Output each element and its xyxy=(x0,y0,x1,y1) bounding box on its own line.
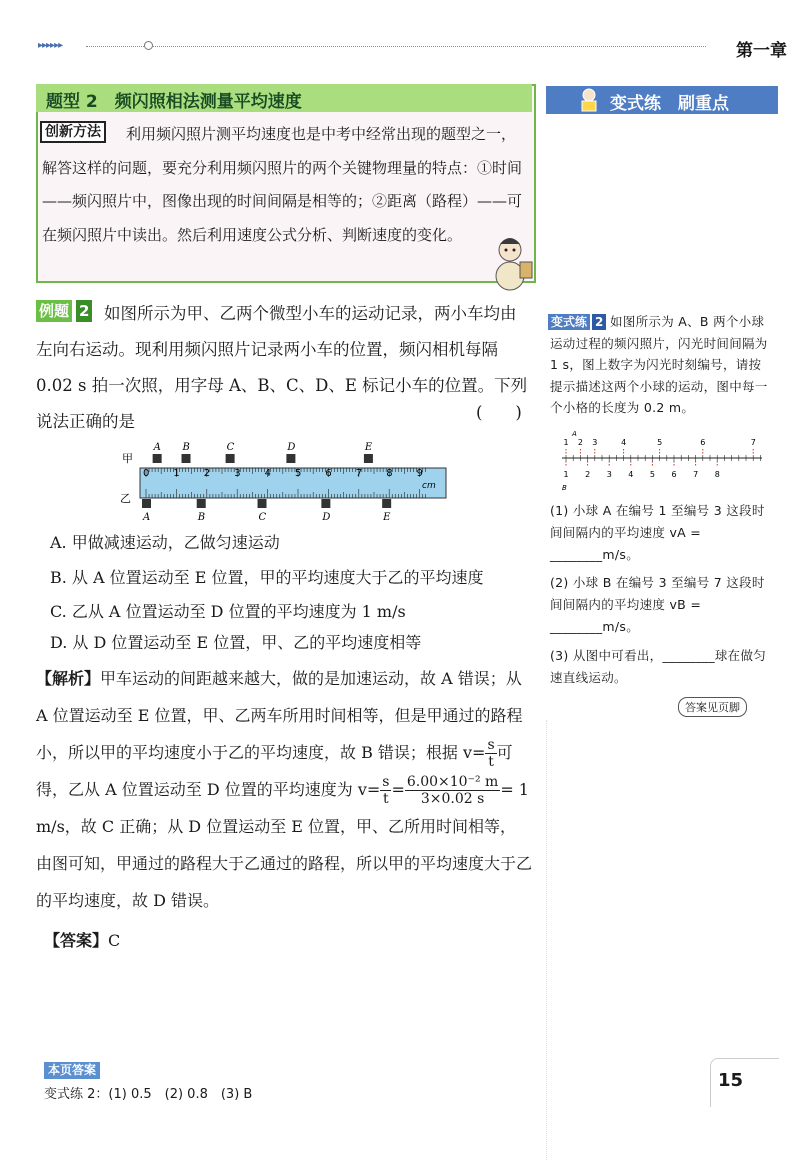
ball-b-number: 6 xyxy=(671,470,677,479)
ruler-tick-label: 3 xyxy=(234,468,241,479)
answer xyxy=(44,928,120,951)
ruler-tick-label: 8 xyxy=(386,468,393,479)
ruler-tick-label: 7 xyxy=(355,468,363,479)
car-a-marker xyxy=(364,454,373,463)
side-question-body: 如图所示为 A、B 两个小球运动过程的频闪照片，闪光时间间隔为 1 s，图上数字为闪光时刻编号，请按提示描述这两个小球的运动，图中每一个小格的长度为 0.2 m。 xyxy=(550,314,768,415)
ball-b-label: B xyxy=(562,484,567,492)
car-b-marker xyxy=(382,499,391,508)
side-q3: (3) 从图中可看出，________球在做匀速直线运动。 xyxy=(550,648,767,685)
footer-tag: 本页答案 xyxy=(44,1062,100,1079)
car-a-marker xyxy=(182,454,191,463)
car-a-letter: E xyxy=(364,442,373,453)
ruler-unit: cm xyxy=(422,481,436,491)
side-question-number: 2 xyxy=(592,314,606,330)
car-b-letter: E xyxy=(383,512,391,523)
practice-mascot-icon xyxy=(576,88,602,112)
ball-a-number: 6 xyxy=(700,438,706,447)
answer-tag: 【答案】 xyxy=(44,931,109,950)
side-q2: (2) 小球 B 在编号 3 至编号 7 这段时间间隔内的平均速度 vB = ________m/s。 xyxy=(550,575,765,634)
method-text: 利用频闪照片测平均速度也是中考中经常出现的题型之一，解答这样的问题，要充分利用频闪照片的两个关键物理量的特点：①时间——频闪照片中，图像出现的时间间隔是相等的；②距离（路程）——可在频闪照片中读出。然后利用速度公式分析、判断速度的变化。 xyxy=(42,125,523,244)
car-b-letter: B xyxy=(197,512,206,523)
car-b-letter: C xyxy=(258,512,267,523)
ball-b-number: 7 xyxy=(693,470,699,479)
ball-b-number: 5 xyxy=(649,470,655,479)
car-a-letter: C xyxy=(226,442,235,453)
option-d: D. 从 D 位置运动至 E 位置，甲、乙的平均速度相等 xyxy=(50,633,422,652)
option-b: B. 从 A 位置运动至 E 位置，甲的平均速度大于乙的平均速度 xyxy=(50,568,484,587)
car-a-marker xyxy=(286,454,295,463)
car-b-marker xyxy=(197,499,206,508)
ball-a-label: A xyxy=(572,430,577,438)
car-b-letter: D xyxy=(322,512,331,523)
ruler-body xyxy=(140,468,446,498)
car-a-letter: B xyxy=(182,442,190,453)
side-header xyxy=(546,86,778,114)
chapter-title: 第一章 xyxy=(736,41,787,61)
car-b-marker xyxy=(321,499,330,508)
car-a-marker xyxy=(153,454,162,463)
car-b-letter: A xyxy=(143,512,151,523)
car-a-letter: A xyxy=(153,442,161,453)
ball-a-number: 3 xyxy=(592,438,598,447)
side-figure xyxy=(556,428,770,492)
ruler-tick-label: 2 xyxy=(203,468,211,479)
cars-row-a xyxy=(153,442,373,463)
ruler-tick-label: 0 xyxy=(143,468,150,479)
ruler-tick-label: 5 xyxy=(295,468,302,479)
page-number: 15 xyxy=(718,1070,744,1091)
ball-b-number: 4 xyxy=(628,470,634,479)
fraction-s-t: $\frac{s}{t}$ xyxy=(487,737,495,770)
answer-value: C xyxy=(108,931,121,950)
side-header-label: 变式练 刷重点 xyxy=(610,94,729,114)
ruler-figure xyxy=(112,438,452,524)
car-a-marker xyxy=(226,454,235,463)
method-title-bar xyxy=(36,84,532,112)
car-b-marker xyxy=(258,499,267,508)
answer-paren: ( ) xyxy=(476,403,522,422)
example-body: 如图所示为甲、乙两个微型小车的运动记录，两小车均由左向右运动。现利用频闪照片记录两小车的位置，频闪相机每隔 0.02 s 拍一次照，用字母 A、B、C、D、E 标记小车的位置。下列说法正确的是 xyxy=(36,304,528,431)
option-a: A. 甲做减速运动，乙做匀速运动 xyxy=(50,533,280,552)
method-tag: 创新方法 xyxy=(40,121,106,143)
ball-a-number: 2 xyxy=(577,438,583,447)
ball-b-number: 1 xyxy=(563,470,569,479)
side-q1: (1) 小球 A 在编号 1 至编号 3 这段时间间隔内的平均速度 vA = ________m/s。 xyxy=(550,503,765,562)
row-a-label: 甲 xyxy=(122,452,133,465)
column-divider xyxy=(546,720,547,1160)
method-title: 题型 2 频闪照相法测量平均速度 xyxy=(46,92,302,112)
example-number: 2 xyxy=(76,300,92,322)
cars-row-b xyxy=(142,499,391,523)
ball-b-number: 8 xyxy=(714,470,720,479)
footer-answers: 变式练 2：(1) 0.5 (2) 0.8 (3) B xyxy=(44,1087,253,1102)
ruler-tick-label: 1 xyxy=(173,468,180,479)
example-tag: 例题 xyxy=(36,300,72,322)
ball-a-number: 5 xyxy=(657,438,663,447)
car-b-marker xyxy=(142,499,151,508)
analysis-tag: 【解析】 xyxy=(36,669,101,688)
car-a-letter: D xyxy=(287,442,296,453)
analysis xyxy=(36,660,532,919)
ruler-tick-label: 4 xyxy=(264,468,271,479)
ball-b-number: 2 xyxy=(585,470,591,479)
analysis-text-3: = 1 m/s，故 C 正确；从 D 位置运动至 E 位置，甲、乙所用时间相等，由图可知，甲通过的路程大于乙通过的路程，所以甲的平均速度大于乙的平均速度，故 D 错误。 xyxy=(36,780,533,910)
fraction-s-t-2: $\frac{s}{t}$ xyxy=(382,774,390,807)
analysis-text-1: 甲车运动的间距越来越大，做的是加速运动，故 A 错误；从 A 位置运动至 E 位置，甲、乙两车所用时间相等，但是甲通过的路程小，所以甲的平均速度小于乙的平均速度，故 B 错误；根据 v= xyxy=(36,669,523,762)
header-divider xyxy=(86,46,706,47)
see-answer-badge: 答案见页脚 xyxy=(678,697,747,717)
header-circle-icon xyxy=(144,41,153,50)
option-c: C. 乙从 A 位置运动至 D 位置的平均速度为 1 m/s xyxy=(50,602,406,621)
side-question-tag: 变式练 xyxy=(548,314,590,330)
row-b-label: 乙 xyxy=(120,492,131,505)
ball-a-number: 1 xyxy=(563,438,569,447)
mascot-icon xyxy=(480,228,540,292)
analysis-text-2: 可得，乙从 A 位置运动至 D 位置的平均速度为 v= xyxy=(36,743,513,799)
header-arrows: ▸▸▸▸▸▸ xyxy=(38,40,63,51)
ball-b-number: 3 xyxy=(606,470,612,479)
equals-sign: = xyxy=(391,780,405,799)
ball-a-number: 4 xyxy=(621,438,627,447)
fraction-values: $\frac{\text{6.00×10⁻² m}}{3\times 0.02 s}$ xyxy=(406,774,499,807)
ruler-tick-label: 9 xyxy=(416,468,423,479)
ruler-tick-label: 6 xyxy=(325,468,332,479)
ball-a-number: 7 xyxy=(750,438,756,447)
